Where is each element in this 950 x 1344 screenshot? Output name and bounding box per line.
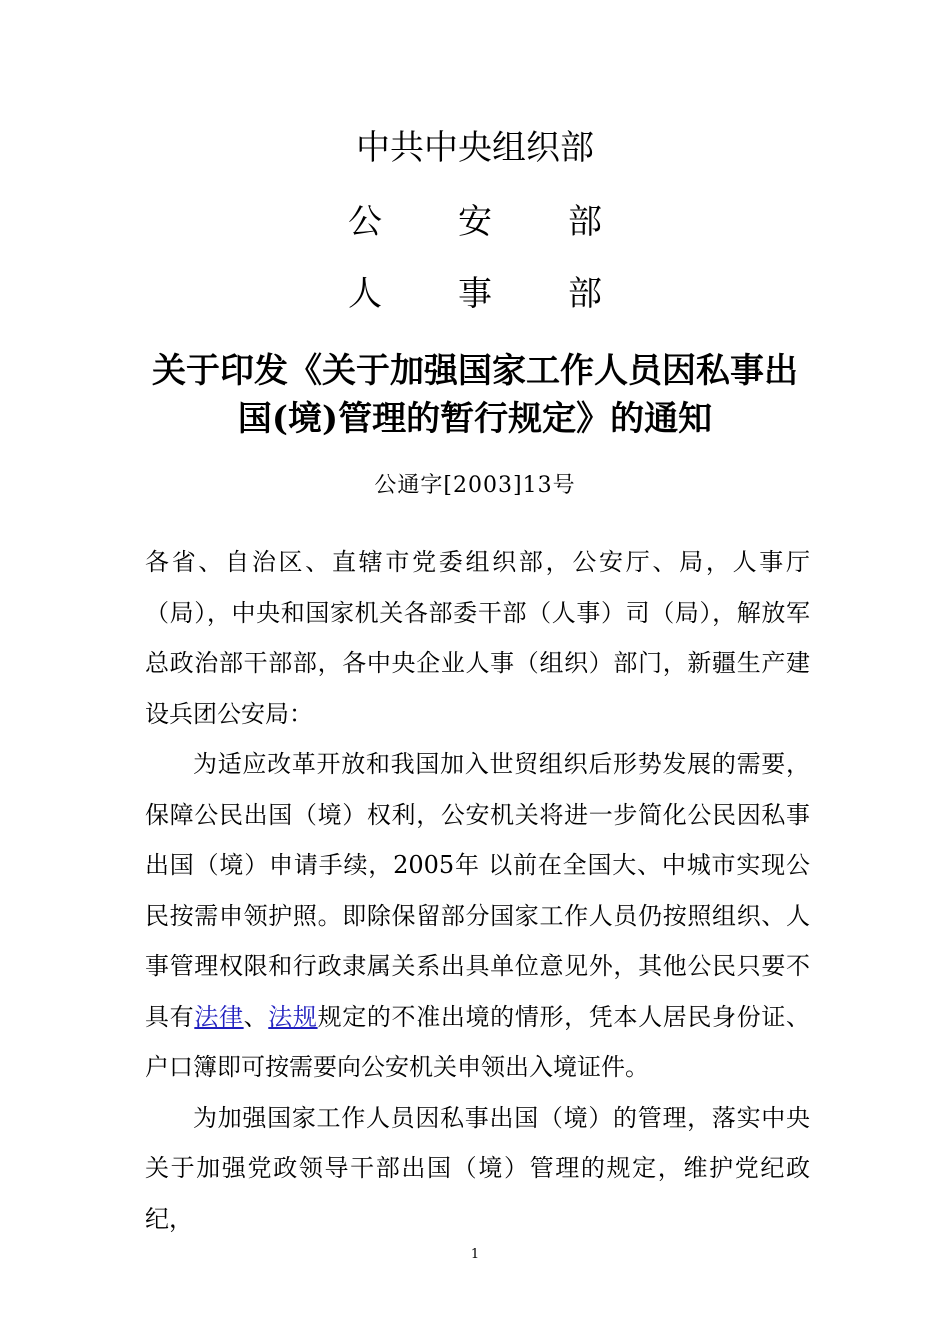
body-paragraph-2: 为加强国家工作人员因私事出国（境）的管理，落实中央关于加强党政领导干部出国（境）管理的规定，维护党纪政纪， — [145, 1103, 810, 1233]
paragraph-text: 为适应改革开放和我国加入世贸组织后形势发展的需要，保障公民出国（境）权利，公安机关将进一步简化公民因私事出国（境）申请手续，2005年 以前在全国大、中城市实现公民按需申领护照。即除保留部分国家工作人员仍按照组织、人事管理权限和行政隶属关系出具单位意见外，其他公民只要不具有 — [145, 750, 810, 1031]
issuer-char: 部 — [568, 202, 602, 242]
issuer-char: 人 — [348, 274, 382, 314]
addressee-paragraph: 各省、自治区、直辖市党委组织部，公安厅、局，人事厅（局），中央和国家机关各部委干部（人事）司（局），解放军总政治部干部部，各中央企业人事（组织）部门，新疆生产建设兵团公安局： — [145, 548, 810, 728]
paragraph-text: 规定的不准出境的情形，凭本人居民身份证、户口簿即可按需要向公安机关申领出入境证件。 — [145, 1002, 811, 1081]
page-number: 1 — [470, 1247, 480, 1262]
issuer-public-security — [0, 202, 950, 242]
body-paragraph-1 — [145, 739, 810, 1093]
regulation-link[interactable]: 法规 — [268, 1002, 318, 1031]
issuer-char: 事 — [458, 274, 492, 314]
issuer-organization-dept: 中共中央组织部 — [356, 128, 594, 168]
separator-text: 、 — [243, 1002, 269, 1031]
document-title-line1: 关于印发《关于加强国家工作人员因私事出 — [152, 351, 798, 391]
law-link[interactable]: 法律 — [194, 1002, 244, 1031]
issuer-char: 安 — [458, 202, 492, 242]
document-number: 公通字[2003]13号 — [374, 473, 576, 498]
issuer-personnel — [0, 274, 950, 314]
issuer-char: 部 — [568, 274, 602, 314]
issuer-char: 公 — [348, 202, 382, 242]
document-title-line2: 国(境)管理的暂行规定》的通知 — [237, 399, 713, 439]
document-body — [145, 537, 810, 1244]
